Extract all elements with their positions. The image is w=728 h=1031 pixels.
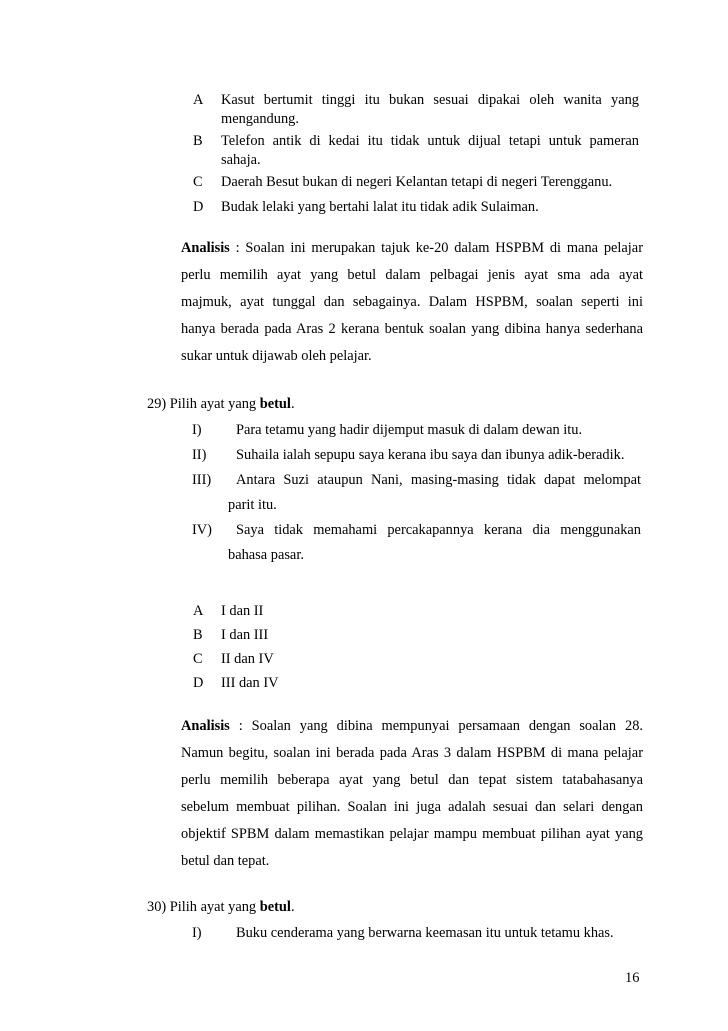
q29-statement-3-text: Antara Suzi ataupun Nani, masing-masing tidak dapat melompat xyxy=(236,472,641,488)
q28-analysis-line-5: sukar untuk dijawab oleh pelajar. xyxy=(181,348,372,364)
q29-analysis-label: Analisis xyxy=(181,718,230,734)
q29-option-b-text: I dan III xyxy=(221,627,269,643)
q29-statement-3-num: III) xyxy=(192,472,212,488)
q28-option-b-text-cont: sahaja. xyxy=(221,152,261,168)
q29-option-a-text: I dan II xyxy=(221,603,264,619)
q28-analysis-line-1: Analisis : Soalan ini merupakan tajuk ke-20 dalam HSPBM di mana pelajar xyxy=(181,240,643,256)
q30-statement-1-text: Buku cenderama yang berwarna keemasan itu untuk tetamu khas. xyxy=(236,925,614,941)
q29-analysis-line-1: Analisis : Soalan yang dibina mempunyai persamaan dengan soalan 28. xyxy=(181,718,643,734)
q29-statement-4-text-cont: bahasa pasar. xyxy=(228,547,304,563)
q28-option-d-letter: D xyxy=(193,199,204,215)
q28-analysis-label: Analisis xyxy=(181,240,230,256)
q29-option-d-text: III dan IV xyxy=(221,675,279,691)
q28-analysis-line-3: majmuk, ayat tunggal dan sebagainya. Dalam HSPBM, soalan seperti ini xyxy=(181,294,643,310)
q29-prompt: 29) Pilih ayat yang betul. xyxy=(147,396,295,412)
q28-option-c-letter: C xyxy=(193,174,203,190)
q29-statement-4-num: IV) xyxy=(192,522,212,538)
q29-number: 29) xyxy=(147,396,167,412)
q30-number: 30) xyxy=(147,899,167,915)
q30-statement-1-num: I) xyxy=(192,925,202,941)
page-number: 16 xyxy=(625,970,640,986)
q28-option-c-text: Daerah Besut bukan di negeri Kelantan tetapi di negeri Terengganu. xyxy=(221,174,613,190)
q29-statement-1-text: Para tetamu yang hadir dijemput masuk di dalam dewan itu. xyxy=(236,422,583,438)
q29-analysis-line-6: betul dan tepat. xyxy=(181,853,270,869)
q29-option-b-letter: B xyxy=(193,627,203,643)
q29-analysis-line-4: sebelum membuat pilihan. Soalan ini juga adalah sesuai dan selari dengan xyxy=(181,799,643,815)
q29-statement-4-text: Saya tidak memahami percakapannya kerana dia menggunakan xyxy=(236,522,641,538)
q29-option-d-letter: D xyxy=(193,675,204,691)
q28-option-a-text-cont: mengandung. xyxy=(221,111,299,127)
q29-analysis-line-3: perlu memilih beberapa ayat yang betul dan tepat sistem tatabahasanya xyxy=(181,772,643,788)
q29-statement-2-num: II) xyxy=(192,447,207,463)
q28-option-b-text: Telefon antik di kedai itu tidak untuk dijual tetapi untuk pameran xyxy=(221,133,639,149)
q30-prompt: 30) Pilih ayat yang betul. xyxy=(147,899,295,915)
q28-option-a-letter: A xyxy=(193,92,204,108)
q29-option-c-text: II dan IV xyxy=(221,651,274,667)
q28-analysis-line-4: hanya berada pada Aras 2 kerana bentuk soalan yang dibina hanya sederhana xyxy=(181,321,643,337)
q28-option-b-letter: B xyxy=(193,133,203,149)
q29-statement-2-text: Suhaila ialah sepupu saya kerana ibu saya dan ibunya adik-beradik. xyxy=(236,447,625,463)
q28-analysis-line-2: perlu memilih ayat yang betul dalam pelbagai jenis ayat sma ada ayat xyxy=(181,267,643,283)
q29-option-a-letter: A xyxy=(193,603,204,619)
q29-option-c-letter: C xyxy=(193,651,203,667)
q29-analysis-line-2: Namun begitu, soalan ini berada pada Aras 3 dalam HSPBM di mana pelajar xyxy=(181,745,643,761)
q29-statement-1-num: I) xyxy=(192,422,202,438)
q29-statement-3-text-cont: parit itu. xyxy=(228,497,277,513)
q28-option-a-text: Kasut bertumit tinggi itu bukan sesuai dipakai oleh wanita yang xyxy=(221,92,639,108)
q29-analysis-line-5: objektif SPBM dalam memastikan pelajar mampu membuat pilihan ayat yang xyxy=(181,826,643,842)
q28-option-d-text: Budak lelaki yang bertahi lalat itu tidak adik Sulaiman. xyxy=(221,199,539,215)
